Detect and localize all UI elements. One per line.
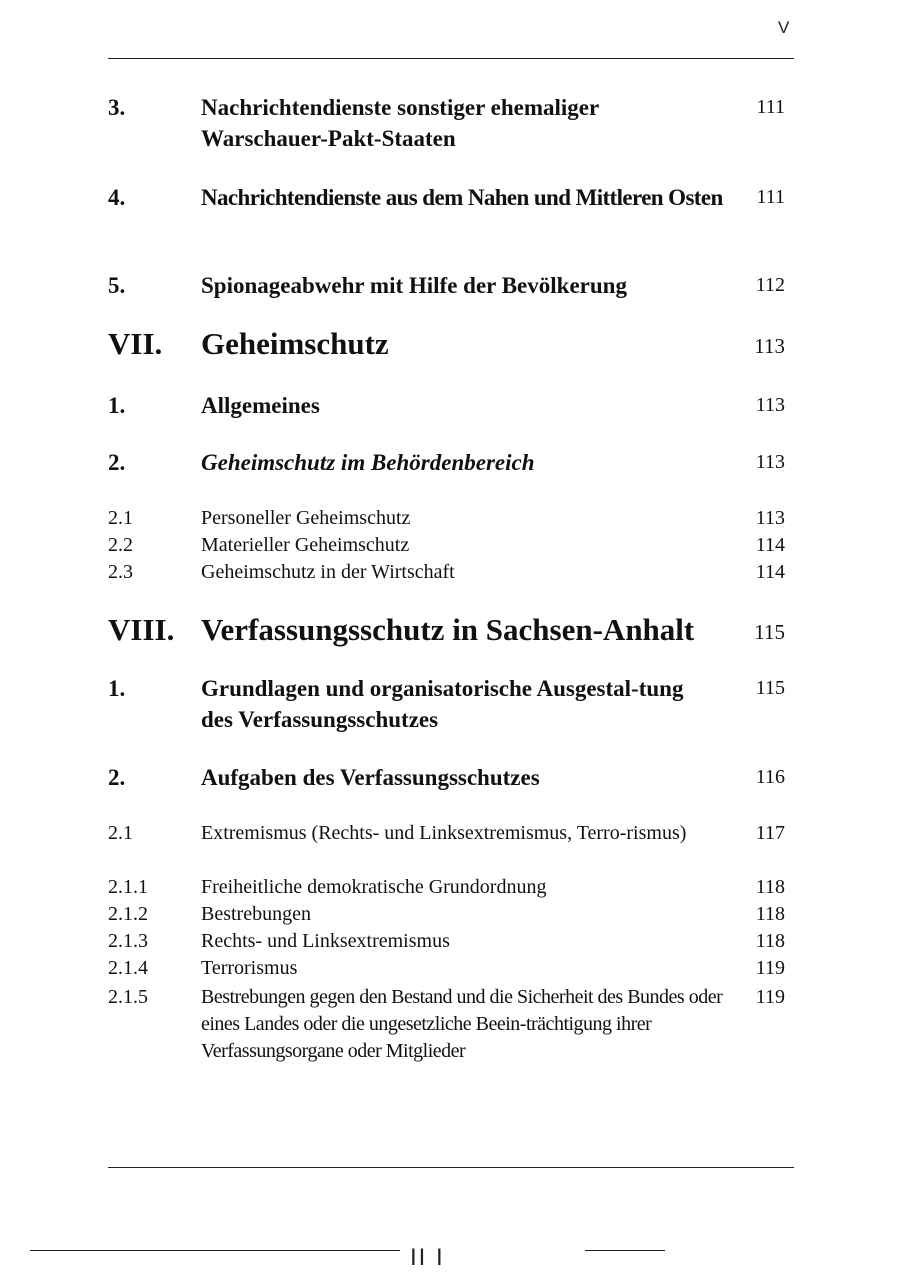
toc-page: 118 [755, 876, 785, 898]
toc-title: Nachrichtendienste aus dem Nahen und Mittleren Osten [201, 185, 723, 210]
footer-mark: II I [410, 1244, 445, 1271]
toc-page: 113 [755, 394, 785, 416]
toc-title: Nachrichtendienste sonstiger ehemaliger Warschauer-Pakt-Staaten [201, 95, 599, 151]
toc-title: Bestrebungen [201, 903, 311, 925]
toc-number: 5. [108, 273, 126, 298]
toc-number: 4. [108, 185, 126, 210]
toc-number: 2.1 [108, 822, 133, 844]
toc-number: 3. [108, 95, 126, 120]
toc-page: 118 [755, 930, 785, 952]
toc-title: Aufgaben des Verfassungsschutzes [201, 765, 540, 790]
toc-title: Allgemeines [201, 393, 320, 418]
table-of-contents [108, 0, 793, 1274]
toc-page: 112 [755, 274, 785, 296]
toc-page: 113 [755, 451, 785, 473]
toc-title: Bestrebungen gegen den Bestand und die Sicherheit des Bundes oder eines Landes oder die ungesetzliche Beein-trächtigung ihrer Verfassungsorgane oder Mitglieder [201, 986, 723, 1062]
toc-page: 113 [754, 334, 785, 358]
toc-page: 114 [755, 534, 785, 556]
bottom-rule-left [30, 1250, 400, 1251]
page-number: V [778, 18, 790, 37]
toc-number: 2.1.3 [108, 930, 148, 952]
toc-number: 2.1.5 [108, 986, 148, 1008]
toc-page: 115 [754, 620, 785, 644]
toc-title: Verfassungsschutz in Sachsen-Anhalt [201, 612, 695, 647]
toc-page: 118 [755, 903, 785, 925]
toc-title: Terrorismus [201, 957, 298, 979]
toc-page: 117 [755, 822, 785, 844]
toc-number: 2.3 [108, 561, 133, 583]
toc-number: 2.1.4 [108, 957, 148, 979]
bottom-rule-right [585, 1250, 665, 1251]
toc-number: 1. [108, 676, 126, 701]
toc-page: 114 [755, 561, 785, 583]
toc-title: Geheimschutz im Behördenbereich [201, 450, 535, 475]
toc-page: 116 [755, 766, 785, 788]
toc-title: Freiheitliche demokratische Grundordnung [201, 876, 547, 898]
toc-number: VIII. [108, 612, 175, 647]
toc-number: 2.1.1 [108, 876, 148, 898]
toc-page: 113 [755, 507, 785, 529]
footer-rule [108, 1167, 794, 1168]
toc-page: 111 [756, 96, 785, 118]
toc-number: VII. [108, 326, 163, 361]
toc-page: 119 [755, 957, 785, 979]
toc-number: 2.2 [108, 534, 133, 556]
toc-number: 2. [108, 450, 126, 475]
toc-title: Rechts- und Linksextremismus [201, 930, 450, 952]
toc-title: Geheimschutz [201, 326, 389, 361]
toc-title: Personeller Geheimschutz [201, 507, 411, 529]
toc-title: Extremismus (Rechts- und Linksextremismus, Terro-rismus) [201, 822, 687, 844]
toc-title: Spionageabwehr mit Hilfe der Bevölkerung [201, 273, 627, 298]
toc-number: 2.1.2 [108, 903, 148, 925]
toc-page: 111 [756, 186, 785, 208]
toc-title: Grundlagen und organisatorische Ausgestal-tung des Verfassungsschutzes [201, 676, 684, 732]
toc-number: 1. [108, 393, 126, 418]
toc-number: 2.1 [108, 507, 133, 529]
toc-page: 119 [755, 986, 785, 1008]
toc-title: Materieller Geheimschutz [201, 534, 410, 556]
toc-page: 115 [755, 677, 785, 699]
toc-title: Geheimschutz in der Wirtschaft [201, 561, 455, 583]
toc-number: 2. [108, 765, 126, 790]
